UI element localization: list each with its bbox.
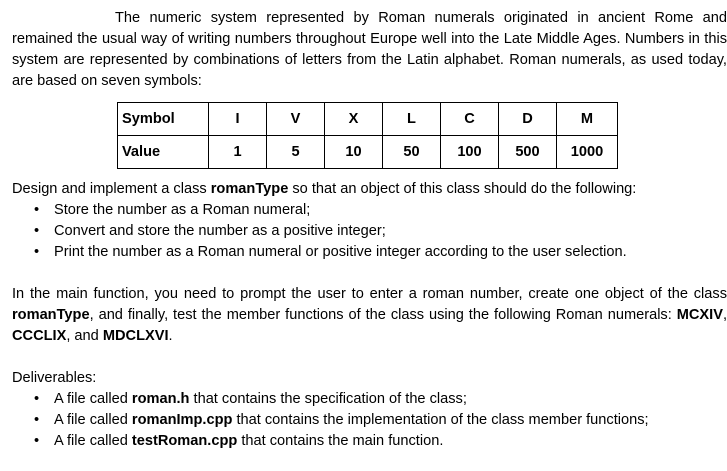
roman-numeral: CCCLIX — [12, 328, 67, 344]
file-name: romanImp.cpp — [131, 412, 233, 428]
list-item-text: that contains the implementation of the class member functions; — [232, 412, 649, 428]
list-item — [34, 200, 727, 221]
period: . — [168, 328, 173, 344]
separator: , — [722, 307, 727, 323]
class-name: romanType — [210, 181, 289, 197]
file-name: roman.h — [131, 391, 190, 407]
value-cell: 10 — [325, 136, 383, 169]
list-item-text: A file called — [54, 412, 132, 428]
symbol-cell: C — [441, 103, 499, 136]
design-bullet-list — [12, 200, 727, 263]
list-item-text: that contains the specification of the class; — [189, 391, 467, 407]
list-item-text: Convert and store the number as a positive integer; — [54, 223, 386, 239]
deliverables-heading: Deliverables: — [12, 370, 97, 386]
list-item-text: Print the number as a Roman numeral or positive integer according to the user selection. — [54, 244, 627, 260]
value-row-label: Value — [118, 136, 209, 169]
value-cell: 1 — [209, 136, 267, 169]
paragraph-gap — [12, 347, 727, 368]
intro-paragraph: The numeric system represented by Roman numerals originated in ancient Rome and remained the usual way of writing numbers throughout Europe well into the Late Middle Ages. Numbers in this system are represented by combinations of letters from the Latin alphabet. Roman numerals, as used today, are based on seven symbols: — [12, 10, 727, 89]
separator: , and — [66, 328, 103, 344]
list-item-text: A file called — [54, 391, 132, 407]
symbol-cell: V — [267, 103, 325, 136]
bullet-icon: • — [34, 223, 40, 239]
symbol-cell: X — [325, 103, 383, 136]
roman-numeral: MDCLXVI — [102, 328, 169, 344]
bullet-icon: • — [34, 412, 40, 428]
design-text: Design and implement a class — [12, 181, 211, 197]
list-item — [34, 242, 727, 263]
value-cell: 1000 — [557, 136, 618, 169]
bullet-icon: • — [34, 244, 40, 260]
main-function-paragraph — [12, 284, 727, 347]
design-paragraph — [12, 179, 727, 200]
symbol-cell: L — [383, 103, 441, 136]
symbol-cell: D — [499, 103, 557, 136]
list-item — [34, 389, 727, 410]
roman-symbol-table — [117, 102, 618, 169]
list-item — [34, 431, 727, 452]
roman-numeral: MCXIV — [676, 307, 723, 323]
symbol-cell: M — [557, 103, 618, 136]
bullet-icon: • — [34, 202, 40, 218]
symbol-cell: I — [209, 103, 267, 136]
main-text: In the main function, you need to prompt the user to enter a roman number, create one object of the class — [12, 286, 727, 302]
value-cell: 5 — [267, 136, 325, 169]
value-cell: 100 — [441, 136, 499, 169]
main-text: , and finally, test the member functions of the class using the following Roman numerals: — [89, 307, 677, 323]
bullet-icon: • — [34, 433, 40, 449]
paragraph-gap — [12, 263, 727, 284]
value-row — [118, 136, 618, 169]
file-name: testRoman.cpp — [131, 433, 238, 449]
bullet-icon: • — [34, 391, 40, 407]
list-item-text: that contains the main function. — [237, 433, 444, 449]
list-item-text: A file called — [54, 433, 132, 449]
value-cell: 50 — [383, 136, 441, 169]
symbol-row — [118, 103, 618, 136]
design-text: so that an object of this class should do the following: — [288, 181, 637, 197]
value-cell: 500 — [499, 136, 557, 169]
list-item-text: Store the number as a Roman numeral; — [54, 202, 311, 218]
list-item — [34, 410, 727, 431]
symbol-row-label: Symbol — [118, 103, 209, 136]
roman-symbol-table-wrap — [117, 102, 727, 169]
deliverables-list — [12, 389, 727, 452]
list-item — [34, 221, 727, 242]
class-name: romanType — [12, 307, 90, 323]
